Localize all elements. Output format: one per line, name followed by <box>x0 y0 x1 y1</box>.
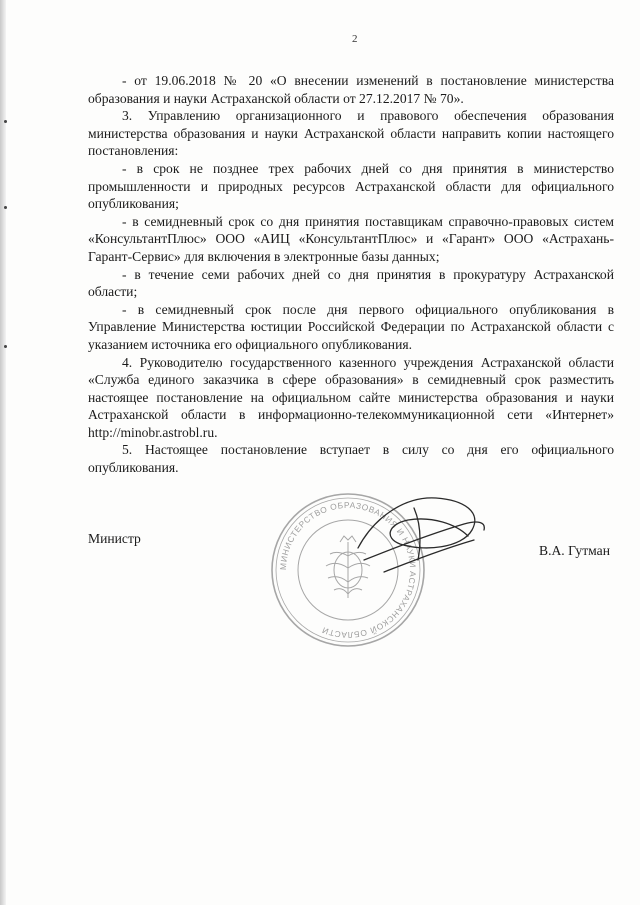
scan-mark <box>4 206 7 209</box>
handwritten-signature <box>344 478 494 588</box>
stamp-text: МИНИСТЕРСТВО ОБРАЗОВАНИЯ И НАУКИ АСТРАХАНСКОЙ ОБЛАСТИ <box>277 499 419 641</box>
scan-mark <box>4 120 7 123</box>
paragraph: 3. Управлению организационного и правового обеспечения образования министерства образования и науки Астраханской области направить копии настоящего постановления: <box>88 108 614 159</box>
document-body <box>88 72 614 477</box>
paragraph: - в срок не позднее трех рабочих дней со дня принятия в министерство промышленности и природных ресурсов Астраханской области для официального опубликования; <box>88 160 614 212</box>
signatory-name: В.А. Гутман <box>539 543 610 558</box>
paragraph: - в течение семи рабочих дней со дня принятия в прокуратуру Астраханской области; <box>88 266 614 300</box>
signatory-title: Министр <box>88 531 141 546</box>
paragraph: 4. Руководителю государственного казенного учреждения Астраханской области «Служба единого заказчика в сфере образования» в семидневный срок разместить настоящее постановление на официальном сайте министерства образования и науки Астраханской области в информационно-телекоммуникационной сети «Интернет» http://minobr.astrobl.ru. <box>88 354 614 440</box>
scan-mark <box>4 345 7 348</box>
paragraph: 5. Настоящее постановление вступает в силу со дня его официального опубликования. <box>88 442 614 476</box>
page-number: 2 <box>352 33 358 45</box>
paragraph: - в семидневный срок после дня первого официального опубликования в Управление Министерства юстиции Российской Федерации по Астраханской области с указанием источника его официального опубликования. <box>88 301 614 352</box>
scan-edge <box>0 0 6 905</box>
paragraph: - от 19.06.2018 № 20 «О внесении изменений в постановление министерства образования и науки Астраханской области от 27.12.2017 № 70». <box>88 73 614 106</box>
paragraph: - в семидневный срок со дня принятия поставщикам справочно-правовых систем «КонсультантПлюс» ООО «АИЦ «КонсультантПлюс» и «Гарант» ООО «Астрахань-Гарант-Сервис» для включения в электронные базы данных; <box>88 213 614 264</box>
